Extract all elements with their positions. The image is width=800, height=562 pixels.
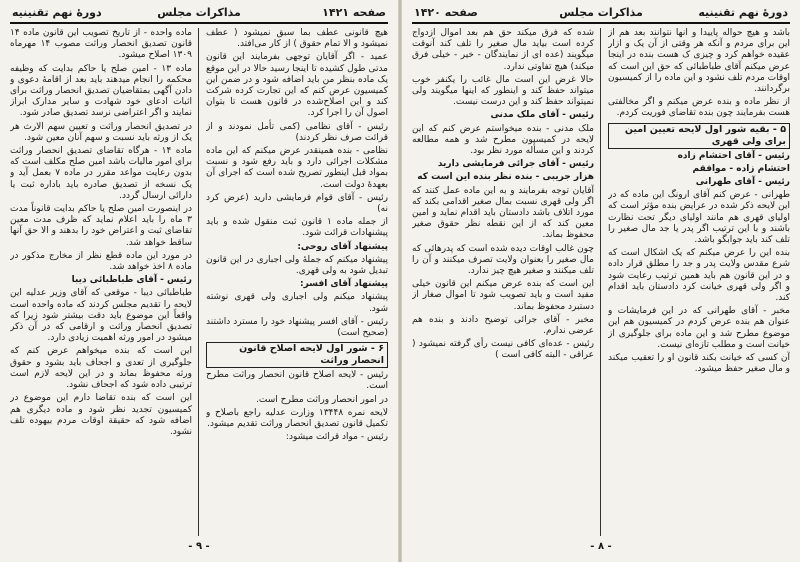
left-page-left-column [10, 28, 192, 536]
paragraph: این است که بنده تقاضا دارم این موضوع در کمیسیون تجدید نظر شود و ماده دیگری هم اضافه شود که حقیقة اوقات مردم بیهوده تلف نشود. [10, 393, 192, 437]
paragraph: این است که بنده عرض میکنم این قانون خیلی مفید است و باید تصویب شود تا اموال صغار از دستبرد محفوظ بماند. [412, 279, 594, 312]
paragraph: پیشنهاد میکنم ولی اجباری ولی قهری نوشته شود. [206, 292, 388, 314]
paragraph: در مورد این ماده قطع نظر از مخارج مذکور در ماده ۸ اخذ خواهد شد. [10, 250, 192, 273]
column-divider [198, 28, 199, 536]
speaker-paragraph: ملک مدنی - بنده میخواستم عرض کنم که این لایحه در کمیسیون مطرح شد و همه مطالعه کردند و این مسأله مورد نظر بود. [412, 123, 594, 157]
speaker-paragraph: طهرانی - عرض کنم آقای ارونگ این ماده که در این لایحه ذکر شده در عرایض بنده مؤثر است که اولیای قهری هم مانند اولیای دیگر تحت نظارت باشند و با این ترتیب اگر پدر یا جد مال صغیر را تلف کند باید جوابگو باشد. [608, 190, 790, 246]
right-page-left-column [412, 28, 594, 536]
paragraph: لایحه نمره ۱۳۴۴۸ وزارت عدلیه راجع باصلاح و تکمیل قانون تصدیق انحصار وراثت تقدیم میشود. [206, 407, 388, 430]
paragraph: از جمله ماده ۱ قانون ثبت منقول شده و باید پیشنهادات قرائت شود. [206, 217, 388, 239]
left-page-right-column [206, 28, 388, 536]
speaker-line: رئیس - آقای احتشام زاده [677, 150, 790, 161]
left-page-title: مذاکرات مجلس [157, 6, 241, 19]
paragraph: آن کسی که خیانت بکند قانون او را تعقیب میکند و مال صغیر حفظ میشود. [608, 353, 790, 375]
paragraph: رئیس - آقای نظامی (کمی تأمل نمودند و از قرائت صرف نظر کردند) [206, 121, 388, 143]
paragraph: مخبر - آقای جرائی توضیح دادند و بنده هم عرضی ندارم. [412, 314, 594, 337]
speaker-line: رئیس - آقای جرائی فرمایشی دارید [437, 159, 594, 170]
paragraph: آقایان توجه بفرمایند و به این ماده عمل کنند که اگر ولی قهری نسبت بمال صغیر اقدامی بکند که مورد اتلاف باشد دادستان باید اقدام نماید و امین معین کند که از این نقطه نظر حقوق صغیر محفوظ بماند. [412, 185, 594, 241]
speaker-line: احتشام زاده - موافقم [692, 163, 790, 174]
paragraph: رئیس - مواد قرائت میشود: [285, 432, 388, 443]
right-page-columns [412, 28, 790, 536]
paragraph: شده که فرق میکند حق هم بعد اموال ازدواج کرده است بیاید مال صغیر را تلف کند آنوقت میگویند (عده ای از نمایندگان - خیر - خیلی فرق میکند) هیچ تفاوتی ندارد. [412, 28, 594, 72]
left-page [4, 4, 394, 554]
paragraph: رئیس - عده‌ای کافی نیست رأی گرفته نمیشود ( عراقی - البته کافی است ) [412, 339, 594, 361]
speaker-paragraph: نظامی - بنده همینقدر عرض میکنم که این ماده مشکلات اجرائی دارد و باید رفع شود و نسبت بمواد قبل اینطور تصریح شده است که اجرای آن بعهدهٔ دولت است. [206, 146, 388, 190]
paragraph: این است که بنده میخواهم عرض کنم که جلوگیری از تعدی و اجحاف باید بشود و حقوق ورثه محفوظ بماند و در این لایحه لازم است ترتیبی داده شود که اجحاف نشود. [10, 346, 192, 391]
proposal-label: پیشنهاد آقای روحی: [297, 241, 388, 252]
speaker-line: هزار جریبی - بنده نظر بنده این است که [417, 172, 594, 183]
paragraph: ماده ۱۳ - امین صلح یا حاکم بدایت که وظیفه محکمه را انجام میدهند باید بعد از اقامهٔ دعوی و دادن آگهی بمتقاضیان تصدیق انحصار وراثت برای اثبات ادعای خود شهادت و سایر مدارک ابراز نمایند و اگر اعتراضی نرسد تصدیق صادر شود. [10, 63, 192, 119]
right-page-footer: - ۸ - [590, 541, 612, 552]
paragraph: باشد و هیچ حواله پاییدا و آنها نتوانند بعد هم از این برای مردم و آنکه هر وقتی از آن یک و ازار عقیده خواهم کرد و چیزی ک هست بنده در اینجا عرض میکنم آقای طباطبائی که حق این است که اوقات مردم تلف نشود و این ماده را از کمیسیون برگردانند. [608, 28, 790, 95]
paragraph: رئیس - آقای قوام فرمایشی دارید (عرض کرد نه) [206, 192, 388, 215]
right-page-title: مذاکرات مجلس [559, 6, 643, 19]
column-divider [600, 28, 601, 536]
left-page-session: دورهٔ نهم تقنینیه [12, 6, 102, 19]
paragraph: رئیس - آقای افسر پیشنهاد خود را مسترد داشتند (صحیح است) [206, 316, 388, 339]
left-page-header [10, 4, 388, 24]
right-page-header [412, 4, 790, 24]
right-page-session: دورهٔ نهم تقنینیه [698, 6, 788, 19]
paragraph: مخبر - آقای طهرانی که در این فرمایشات و عنوان هم بنده عرض کردم در کمیسیون هم این موضوع مطرح شد و این ماده برای جلوگیری از خیانت است و مطلب تازه‌ای نیست. [608, 306, 790, 350]
paragraph: در امور انحصار وراثت مطرح است. [256, 394, 388, 405]
speaker-line: رئیس - آقای طباطبائی دیبا [71, 275, 192, 286]
paragraph: در تصدیق انحصار وراثت و تعیین سهم الارث هر یک از ورثه باید نسبت و سهم آنان معین شود. [10, 121, 192, 143]
paragraph: ماده ۱۴ - هرگاه تقاضای تصدیق انحصار وراثت برای امور مالیات باشد امین صلح مکلف است که بدون رعایت مواعد مقرر در ماده ۷ بعمل آید و یک نسخه از تصدیق صادره باید باداره ثبت یا دارائی ارسال گردد. [10, 146, 192, 201]
paragraph: چون غالب اوقات دیده شده است که پدرهائی که مال صغیر را بعنوان ولایت تصرف میکنند و آن را تلف میکنند و صغیر هیچ چیز ندارد. [412, 243, 594, 277]
right-page-right-column [608, 28, 790, 536]
right-page [406, 4, 796, 554]
paragraph: در اینصورت امین صلح یا حاکم بدایت قانوناً مدت ۳ ماه را باید اعلام نماید که ظرف مدت معین تقاضای ثبت و اعتراض خود را بدهند و الا حق آنها ساقط خواهد شد. [10, 204, 192, 248]
left-page-number: صفحه ۱۴۲۱ [322, 6, 386, 19]
paragraph: هیچ قانونی عطف بما سبق نمیشود ( عطف نمیشود و الا تمام حقوق ) از کار می‌افتد. [206, 28, 388, 50]
speaker-line: رئیس - آقای ملک مدنی [490, 110, 594, 121]
section-heading: ۶ - شور اول لایحه اصلاح قانون انحصار وراثت [206, 342, 388, 368]
section-heading: ۵ - بقیه شور اول لایحه تعیین امین برای ولی قهری [608, 123, 790, 149]
paragraph: رئیس - لایحه اصلاح قانون انحصار وراثت مطرح است. [206, 370, 388, 392]
right-page-number: صفحه ۱۴۲۰ [414, 6, 478, 19]
paragraph: حالا غرض این است مال غائب را یکنفر خوب میتواند حفظ کند و اینطور که اینها میگویند ولی نمیتواند حفظ کند و این درست نیست. [412, 74, 594, 108]
paragraph: از نظر ماده و بنده عرض میکنم و اگر مخالفتی هست بفرمایند چون بنده تقاضای فوریت کردم. [608, 97, 790, 119]
book-gutter [398, 0, 402, 562]
paragraph: عمید - اگر آقایان توجهی بفرمایند این قانون مدتی طول کشیده تا اینجا رسید حالا در این موقع یک ماده بنظر من باید اضافه شود و در ضمن این کمیسیون عرض کنم که این تجارت کرده شرکت کند و این اصلاح‌شده در قانون هست تا بتوان اصول آن را اجرا کرد. [206, 52, 388, 119]
paragraph: ماده واحده - از تاریخ تصویب این قانون ماده ۱۴ قانون تصدیق انحصار وراثت مصوب ۱۴ مهرماه ۱۳۰۹ اصلاح میشود. [10, 28, 192, 61]
paragraph: پیشنهاد میکنم که جملهٔ ولی اجباری در این قانون تبدیل شود به ولی قهری. [206, 254, 388, 277]
left-page-columns [10, 28, 388, 536]
speaker-line: رئیس - آقای طهرانی [695, 177, 790, 188]
speaker-paragraph: طباطبائی دیبا - موقعی که آقای وزیر عدلیه این لایحه را تقدیم مجلس کردند که ماده واحده است واقعاً این موضوع باید دقت بیشتر شود زیرا که تصدیق انحصار وراثت و ارقامی که در آن ذکر میشود در امور ورثه اهمیت زیادی دارد. [10, 288, 192, 344]
proposal-label: پیشنهاد آقای افسر: [299, 279, 388, 290]
left-page-footer: - ۹ - [188, 541, 210, 552]
paragraph: بنده این را عرض میکنم که یک اشکال است که شرع مقدس ولایت پدر و جد را مطلق قرار داده و در این قانون هم باید همین ترتیب رعایت شود و اگر ولی قهری خیانت کرد دادستان باید اقدام کند. [608, 248, 790, 304]
